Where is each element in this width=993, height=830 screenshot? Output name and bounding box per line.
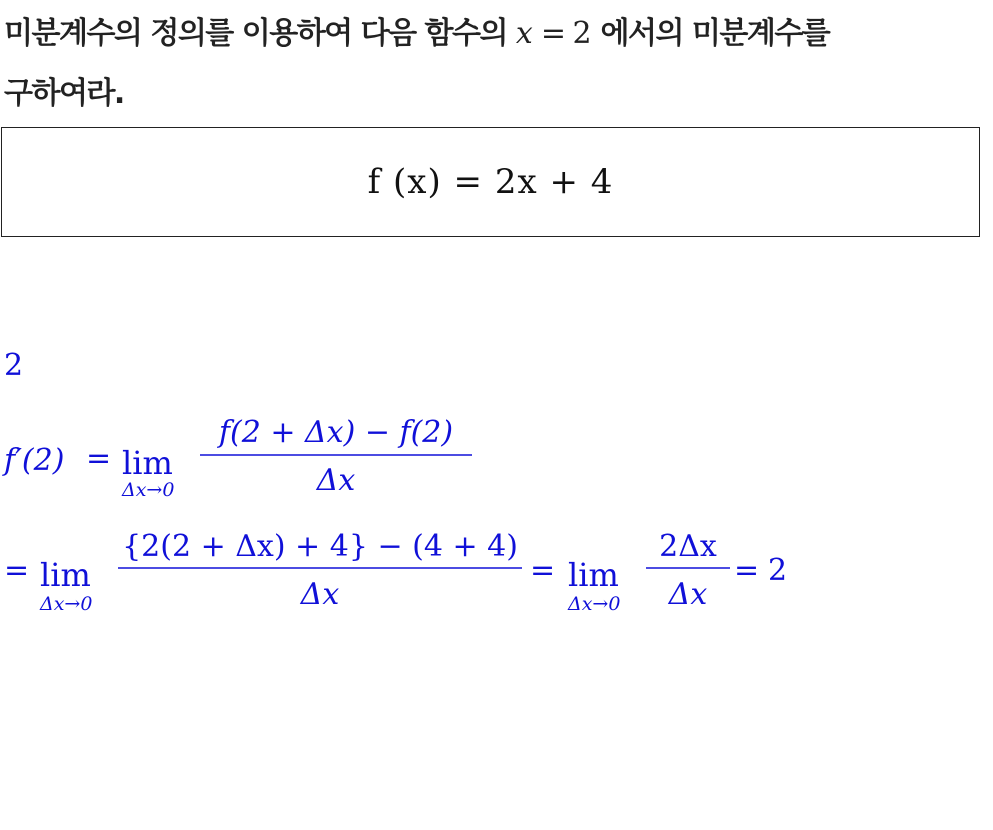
line1-denominator: Δx <box>316 463 356 498</box>
answer-value: 2 <box>4 348 24 383</box>
question-part3: 구하여라. <box>4 76 124 111</box>
line2-equals-2: = <box>530 553 556 588</box>
derivative-lhs: f′(2) <box>4 443 65 478</box>
solution-math <box>0 404 993 624</box>
line2-lim-1-subscript: Δx→0 <box>40 593 93 615</box>
line1-lim-subscript: Δx→0 <box>122 479 175 501</box>
line1-equals: = <box>86 441 112 476</box>
question-value: 2 <box>572 16 592 51</box>
function-formula: f (x) = 2x + 4 <box>367 162 614 202</box>
question-variable: x <box>515 16 533 51</box>
line2-equals-1: = <box>4 553 30 588</box>
question-part2: 에서의 미분계수를 <box>600 16 830 51</box>
line1-lim: lim <box>122 444 173 482</box>
line2-lim-2-subscript: Δx→0 <box>568 593 621 615</box>
question-part1: 미분계수의 정의를 이용하여 다음 함수의 <box>4 16 507 51</box>
line2-lim-1: lim <box>40 556 91 594</box>
function-box <box>1 127 980 237</box>
line2-denominator-2: Δx <box>668 577 708 612</box>
line2-equals-3: = <box>734 553 760 588</box>
line2-denominator-1: Δx <box>300 577 340 612</box>
line1-numerator: f(2 + Δx) − f(2) <box>218 415 454 450</box>
line2-numerator-1: {2(2 + Δx) + 4} − (4 + 4) <box>122 529 518 564</box>
solution-block <box>0 404 993 624</box>
line2-result: 2 <box>768 553 788 588</box>
question-equals: = <box>540 16 565 51</box>
line2-lim-2: lim <box>568 556 619 594</box>
question-text <box>4 4 989 124</box>
line2-numerator-2: 2Δx <box>659 529 717 564</box>
